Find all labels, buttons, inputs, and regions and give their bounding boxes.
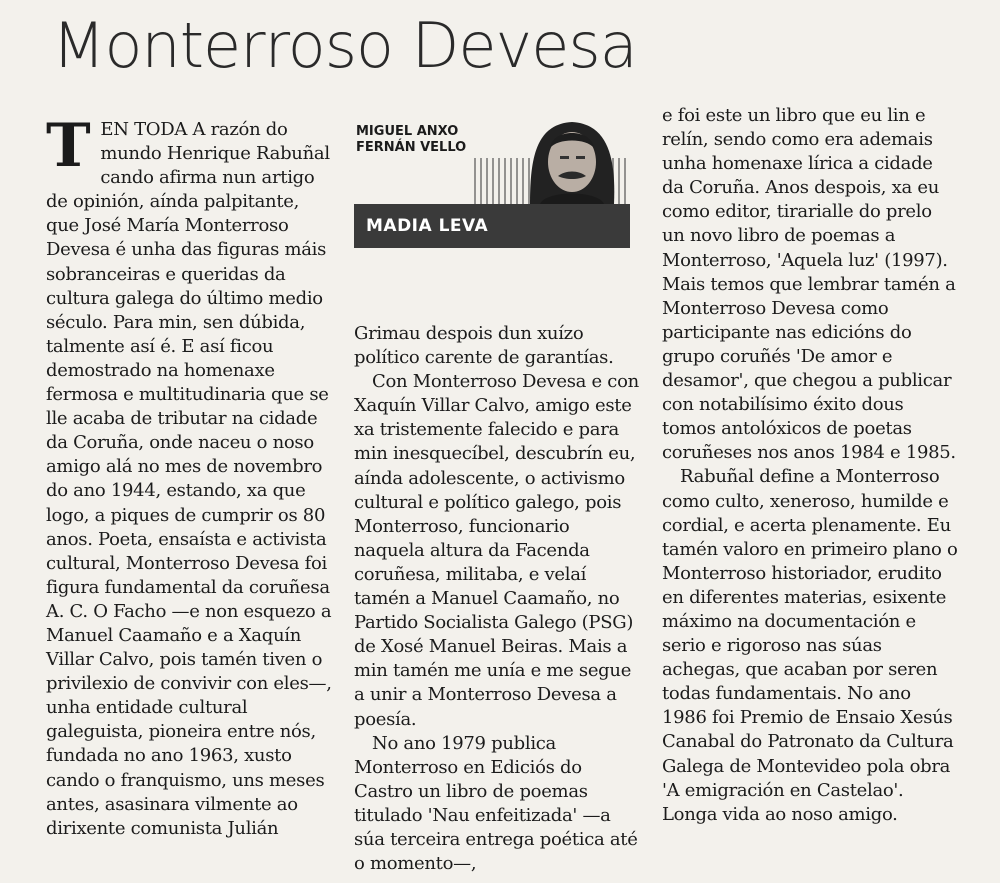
paragraph: Con Monterroso Devesa e con Xaquín Villar Calvo, amigo este xa tristemente falecido e para min inesquecíbel, descubrín eu, aínda adolescente, o activismo cultural e político galego, pois Monterroso, funcionario naquela altura da Facenda coruñesa, militaba, e velaí tamén a Manuel Caamaño, no Partido Socialista Galego (PSG) de Xosé Manuel Beiras. Mais a min tamén me unía e me segue a unir a Monterroso Devesa a poesía. [354, 371, 639, 730]
paragraph: No ano 1979 publica Monterroso en Ediciós do Castro un libro de poemas titulado 'Nau enfeitizada' —a súa terceira entrega poética até o momento—, [354, 732, 638, 875]
author-portrait [516, 118, 628, 204]
article-title: Monterroso Devesa [52, 9, 637, 82]
lead-paragraph [46, 111, 332, 841]
column-3 [662, 104, 958, 827]
author-line-2: FERNÁN VELLO [356, 140, 467, 155]
paragraph: Rabuñal define a Monterroso como culto, xeneroso, humilde e cordial, e acerta plenamente. Eu tamén valoro en primeiro plano o Monterroso historiador, erudito en diferentes materias, esixente máximo na documentación e serio e rigoroso nas súas achegas, que acaban por seren todas fundamentais. No ano 1986 foi Premio de Ensaio Xesús Canabal do Patronato da Cultura Galega de Montevideo pola obra 'A emigración en Castelao'. Longa vida ao noso amigo. [662, 466, 958, 825]
column-name: MADIA LEVA [366, 216, 489, 236]
drop-cap: T [46, 111, 91, 181]
column-banner [354, 204, 630, 248]
author-names [356, 124, 466, 156]
column-1 [46, 111, 332, 841]
lead-text: EN TODA A razón do mundo Henrique Rabuñal cando afirma nun artigo de opinión, aínda palpitante, que José María Monterroso Devesa é unha das figuras máis sobranceiras e queridas da cultura galega do último medio século. Para min, sen dúbida, talmente así é. E así ficou demostrado na homenaxe fermosa e multitudinaria que se lle acaba de tributar na cidade da Coruña, onde naceu o noso amigo alá no mes de novembro do ano 1944, estando, xa que logo, a piques de cumprir os 80 anos. Poeta, ensaísta e activista cultural, Monterroso Devesa foi figura fundamental da coruñesa A. C. O Facho —e non esquezo a Manuel Caamaño e a Xaquín Villar Calvo, pois tamén tiven o privilexio de convivir con eles—, unha entidade cultural galeguista, pioneira entre nós, fundada no ano 1963, xusto cando o franquismo, uns meses antes, asasinara vilmente ao dirixente comunista Julián [46, 119, 332, 839]
byline-block [354, 118, 630, 250]
paragraph: e foi este un libro que eu lin e relín, sendo como era ademais unha homenaxe lírica a cidade da Coruña. Anos despois, xa eu como editor, tirarialle do prelo un novo libro de poemas a Monterroso, 'Aquela luz' (1997). Mais temos que lembrar tamén a Monterroso Devesa como participante nas edicións do grupo coruñés 'De amor e desamor', que chegou a publicar con notabilísimo éxito dous tomos antolóxicos de poetas coruñeses nos anos 1984 e 1985. [662, 105, 956, 464]
author-line-1: MIGUEL ANXO [356, 124, 459, 139]
column-2 [354, 322, 644, 876]
paragraph: Grimau despois dun xuízo político carente de garantías. [354, 323, 614, 369]
